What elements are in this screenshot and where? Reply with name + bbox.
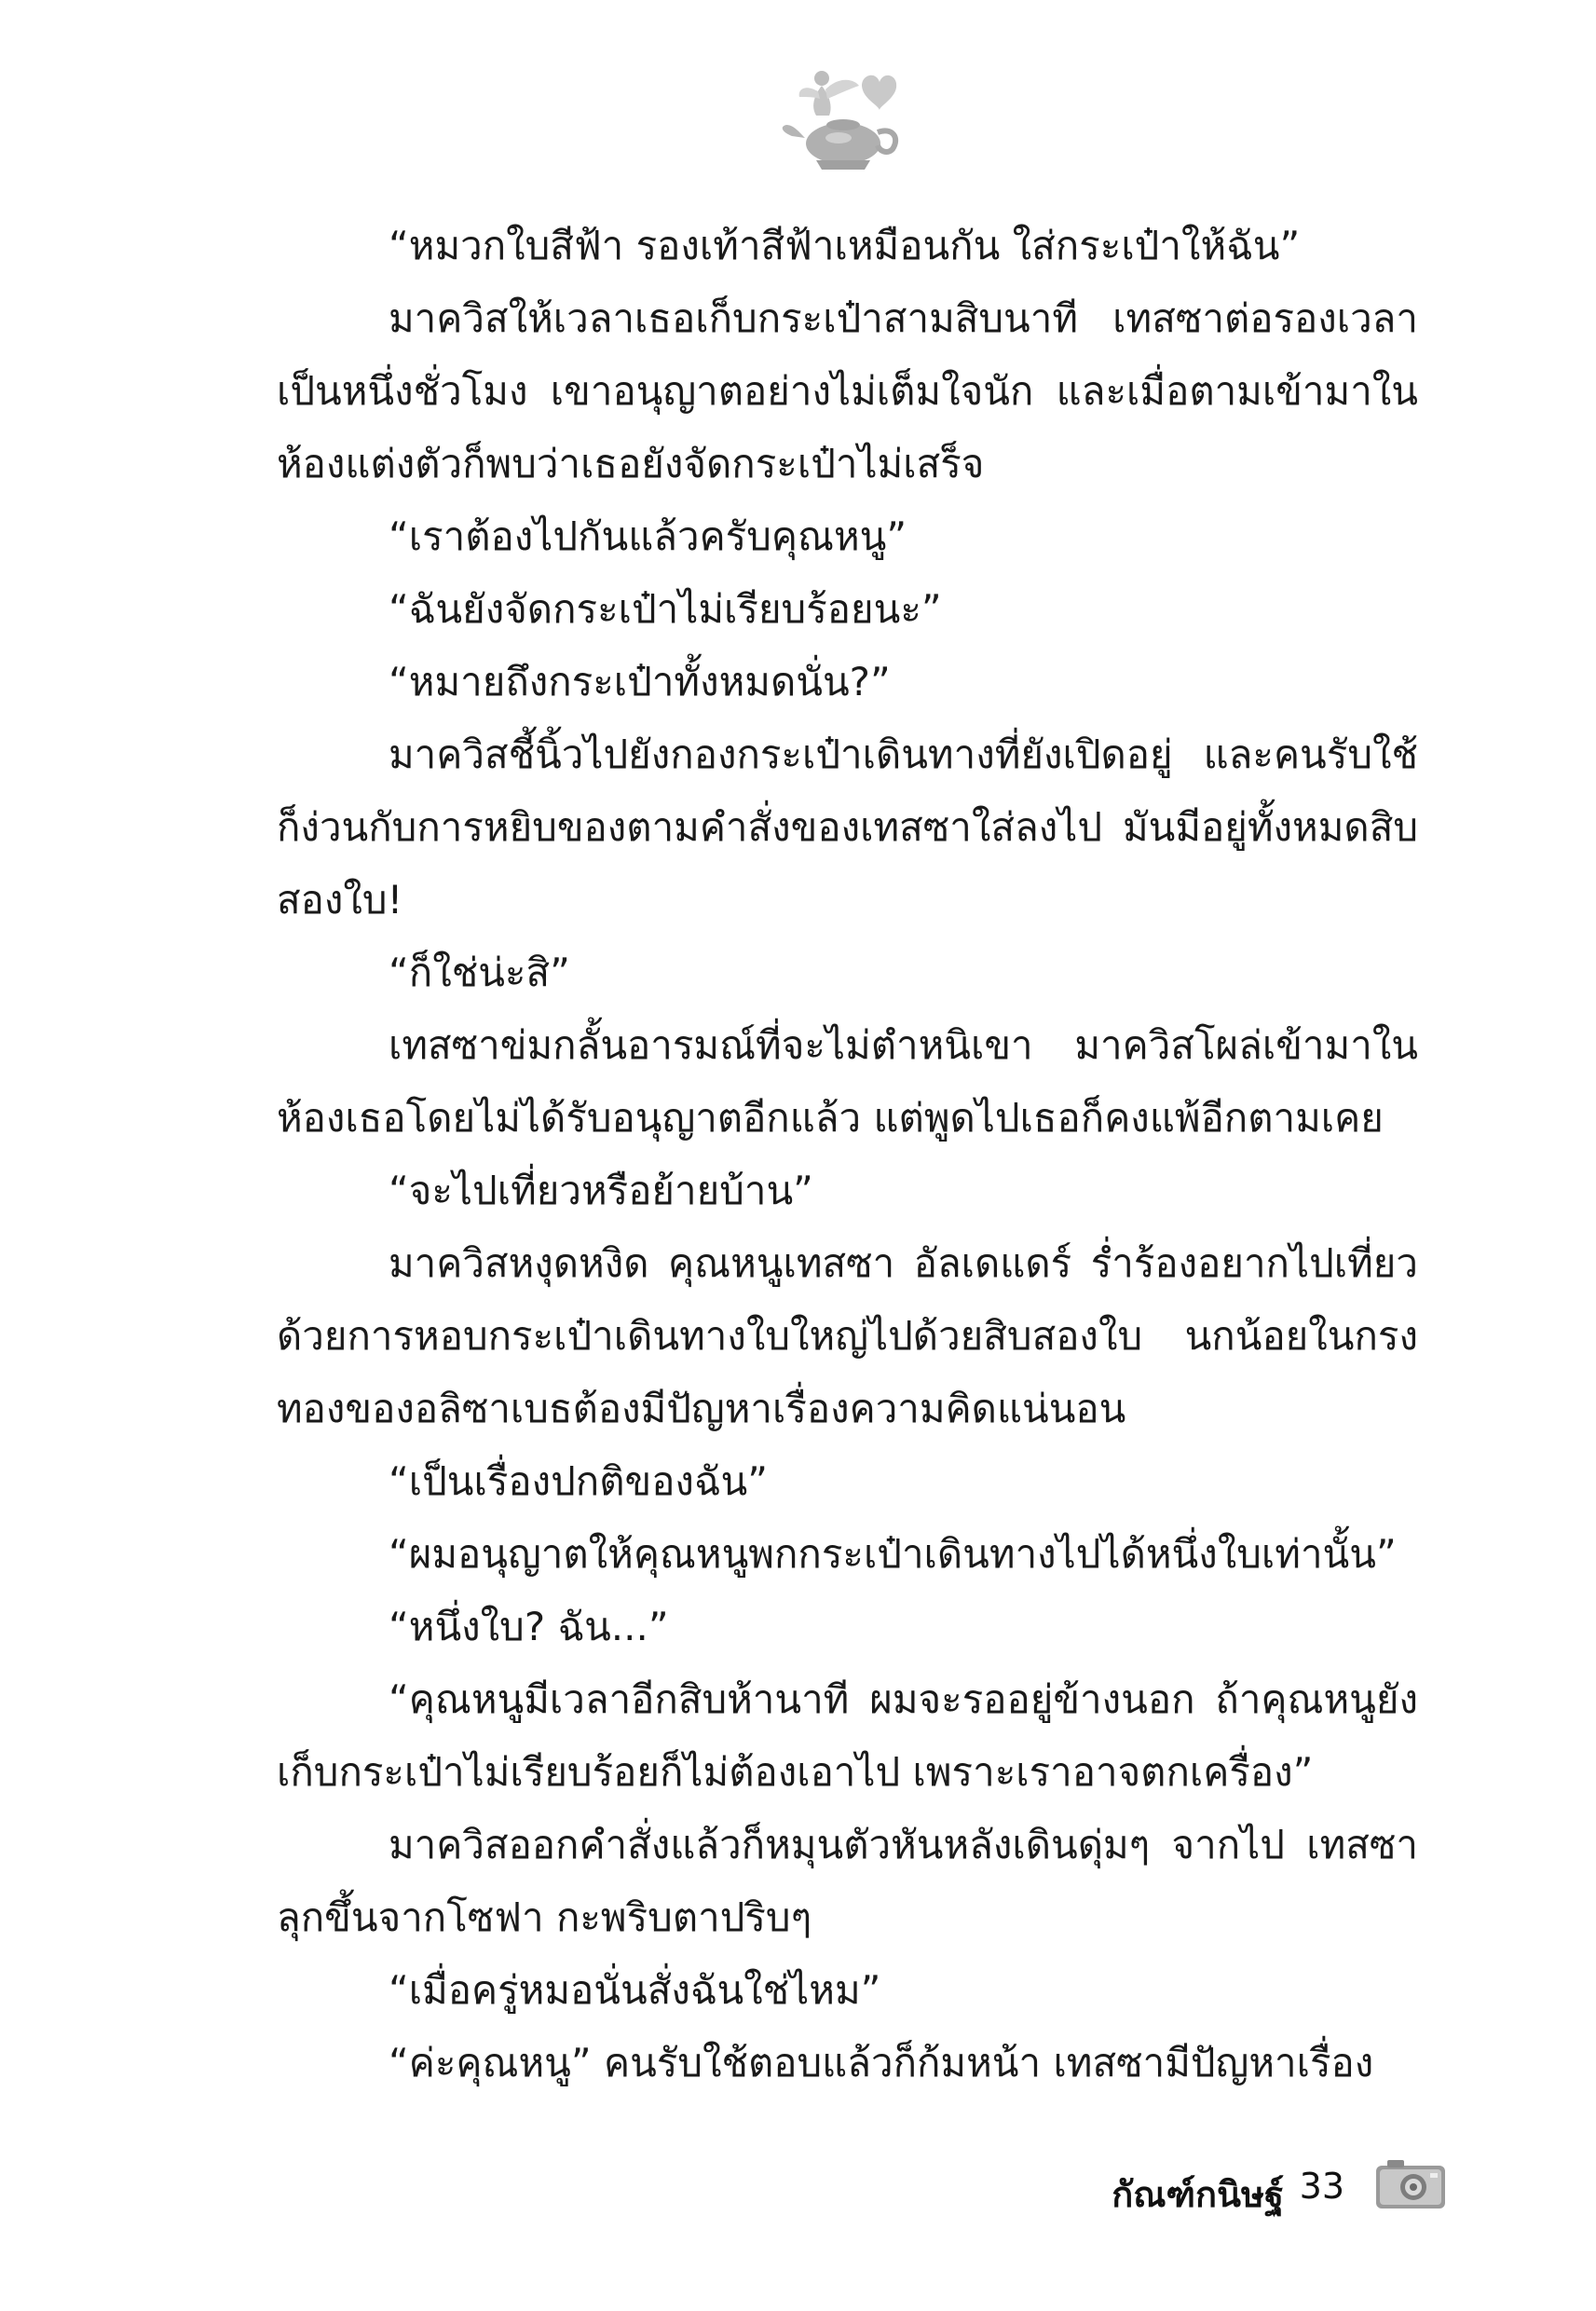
paragraph: “ก็ใช่น่ะสิ” <box>389 950 570 995</box>
body-text <box>277 210 1418 2099</box>
teapot-ornament-icon <box>773 58 913 179</box>
paragraph: มาควิสหงุดหงิด คุณหนูเทสซา อัลเดแดร์ ร่ำร้องอยากไปเที่ยวด้วยการหอบกระเป๋าเดินทางใบใหญ่ไปด้วยสิบสองใบ นกน้อยในกรงทองของอลิซาเบธต้องมีปัญหาเรื่องความคิดแน่นอน <box>277 1240 1418 1431</box>
paragraph: “หมายถึงกระเป๋าทั้งหมดนั่น?” <box>389 659 891 704</box>
paragraph: มาควิสชี้นิ้วไปยังกองกระเป๋าเดินทางที่ยังเปิดอยู่ และคนรับใช้ก็ง่วนกับการหยิบของตามคำสั่งของเทสซาใส่ลงไป มันมีอยู่ทั้งหมดสิบสองใบ! <box>277 732 1418 923</box>
paragraph: “หนึ่งใบ? ฉัน...” <box>389 1604 669 1649</box>
paragraph: มาควิสออกคำสั่งแล้วก็หมุนตัวหันหลังเดินดุ่มๆ จากไป เทสซาลุกขึ้นจากโซฟา กะพริบตาปริบๆ <box>277 1822 1418 1940</box>
paragraph: “หมวกใบสีฟ้า รองเท้าสีฟ้าเหมือนกัน ใส่กระเป๋าให้ฉัน” <box>389 223 1301 268</box>
paragraph: “เมื่อครู่หมอนั่นสั่งฉันใช่ไหม” <box>389 1967 881 2013</box>
camera-icon <box>1374 2158 1447 2210</box>
page-number: 33 <box>1299 2166 1344 2207</box>
paragraph: “จะไปเที่ยวหรือย้ายบ้าน” <box>389 1168 813 1213</box>
paragraph: “เราต้องไปกันแล้วครับคุณหนู” <box>389 513 907 559</box>
footer-author: กัณฑ์กนิษฐ์ <box>1112 2174 1284 2215</box>
paragraph: “ค่ะคุณหนู” คนรับใช้ตอบแล้วก็ก้มหน้า เทสซามีปัญหาเรื่อง <box>389 2040 1374 2085</box>
paragraph: “เป็นเรื่องปกติของฉัน” <box>389 1458 769 1504</box>
paragraph: “คุณหนูมีเวลาอีกสิบห้านาที ผมจะรออยู่ข้างนอก ถ้าคุณหนูยังเก็บกระเป๋าไม่เรียบร้อยก็ไม่ต้องเอาไป เพราะเราอาจตกเครื่อง” <box>277 1676 1418 1795</box>
paragraph: มาควิสให้เวลาเธอเก็บกระเป๋าสามสิบนาที เทสซาต่อรองเวลาเป็นหนึ่งชั่วโมง เขาอนุญาตอย่างไม่เต็มใจนัก และเมื่อตามเข้ามาในห้องแต่งตัวก็พบว่าเธอยังจัดกระเป๋าไม่เสร็จ <box>277 295 1418 486</box>
paragraph: “ฉันยังจัดกระเป๋าไม่เรียบร้อยนะ” <box>389 586 942 632</box>
page-footer <box>0 2153 1596 2227</box>
paragraph: “ผมอนุญาตให้คุณหนูพกกระเป๋าเดินทางไปได้หนึ่งใบเท่านั้น” <box>389 1531 1397 1577</box>
paragraph: เทสซาข่มกลั้นอารมณ์ที่จะไม่ตำหนิเขา มาควิสโผล่เข้ามาในห้องเธอโดยไม่ได้รับอนุญาตอีกแล้ว แต่พูดไปเธอก็คงแพ้อีกตามเคย <box>277 1022 1418 1141</box>
